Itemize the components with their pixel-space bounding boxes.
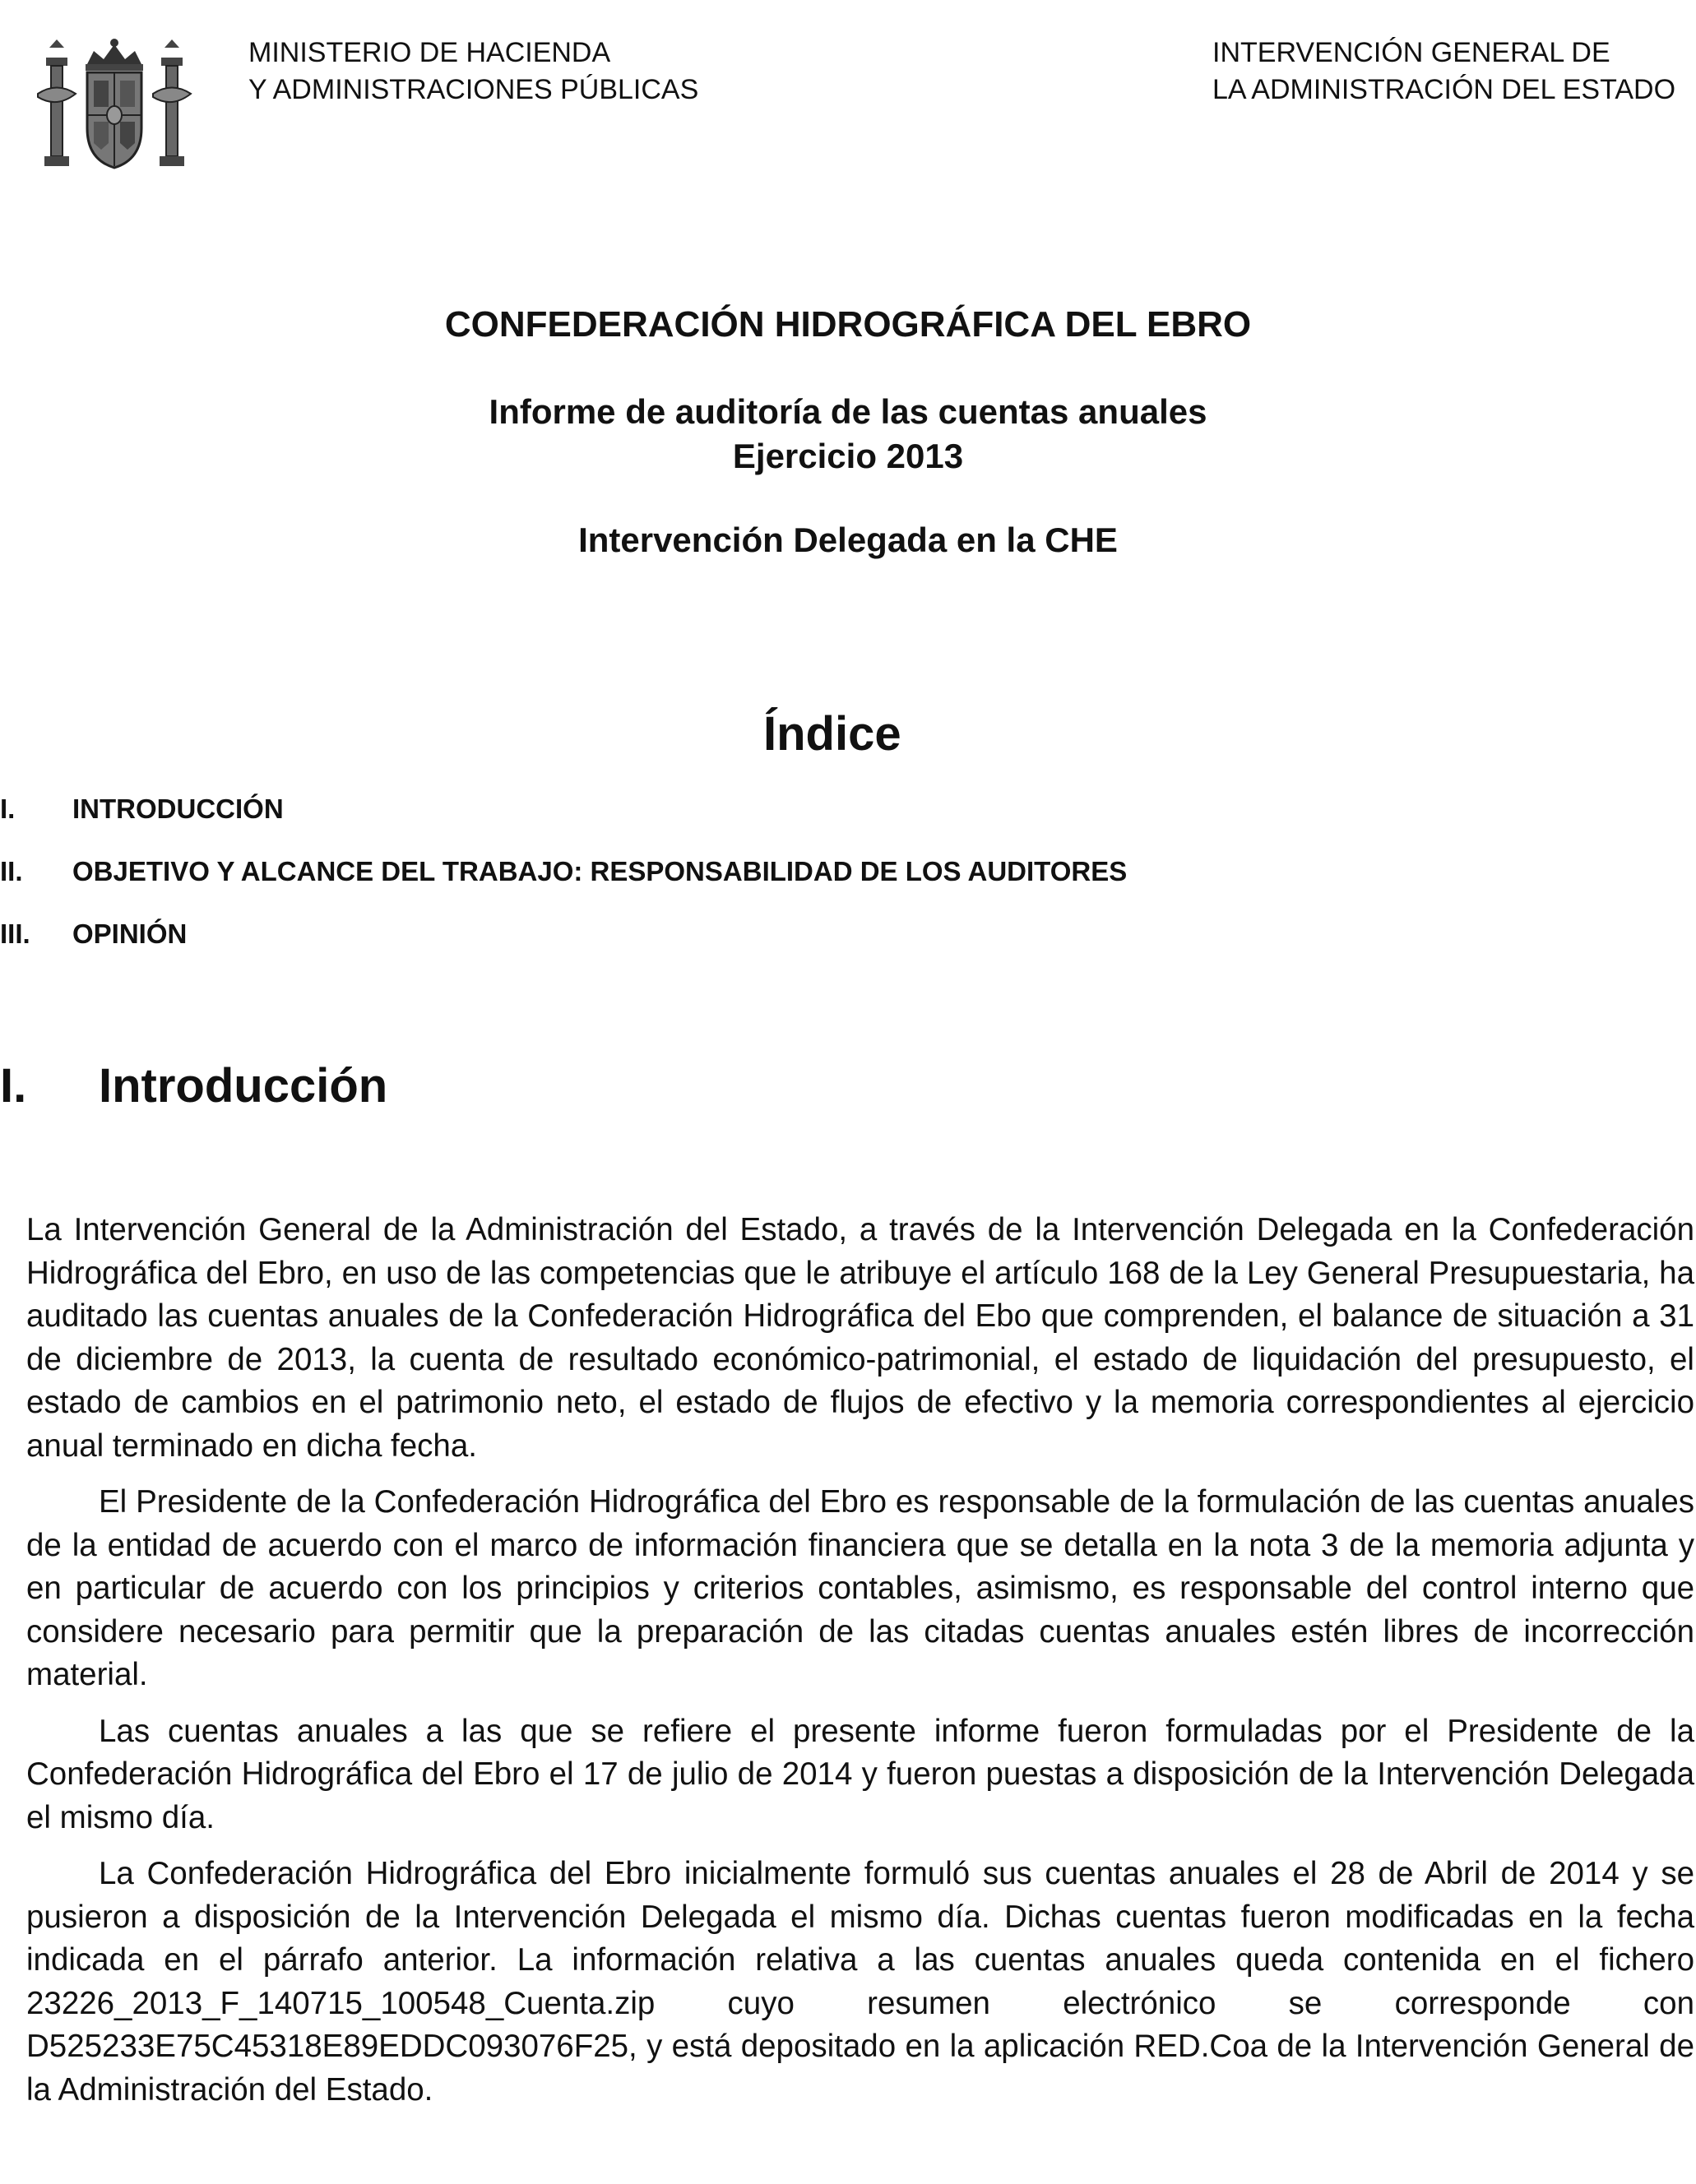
toc-item-number: III.: [0, 918, 30, 949]
toc-item-number: II.: [0, 856, 23, 886]
section-title: Introducción: [99, 1059, 388, 1113]
ministry-line-2: Y ADMINISTRACIONES PÚBLICAS: [248, 74, 699, 105]
paragraph: La Confederación Hidrográfica del Ebro inicialmente formuló sus cuentas anuales el 28 de Abril de 2014 y se pusieron a disposición de la Intervención Delegada el mismo día. Dichas cuentas fueron modificadas en la fecha indicada en el párrafo anterior. La información relativa a las cuentas anuales queda contenida en el fichero 23226_2013_F_140715_100548_Cuenta.zip cuyo resumen electrónico se corresponde con D525233E75C45318E89EDDC093076F25, y está depositado en la aplicación RED.Coa de la Intervención General de la Administración del Estado.: [26, 1856, 1694, 2108]
ministry-header: [248, 35, 698, 109]
toc-item-label: OBJETIVO Y ALCANCE DEL TRABAJO: RESPONSABILIDAD DE LOS AUDITORES: [72, 856, 1128, 886]
office-line-2: LA ADMINISTRACIÓN DEL ESTADO: [1212, 74, 1676, 105]
index-heading: Índice: [763, 707, 901, 761]
office-subtitle: Intervención Delegada en la CHE: [578, 521, 1118, 559]
paragraph: La Intervención General de la Administración del Estado, a través de la Intervención Delegada en la Confederación Hidrográfica del Ebro, en uso de las competencias que le atribuye el artículo 168 de la Ley General Presupuestaria, ha auditado las cuentas anuales de la Confederación Hidrográfica del Ebo que comprenden, el balance de situación a 31 de diciembre de 2013, la cuenta de resultado económico-patrimonial, el estado de liquidación del presupuesto, el estado de cambios en el patrimonio neto, el estado de flujos de efectivo y la memoria correspondientes al ejercicio anual terminado en dicha fecha.: [26, 1212, 1694, 1464]
section-number: I.: [0, 1059, 27, 1113]
report-title-line-2: Ejercicio 2013: [732, 437, 964, 475]
toc-item-label: INTRODUCCIÓN: [72, 794, 284, 824]
office-header: [1212, 35, 1675, 109]
section-body: [26, 1209, 1694, 2125]
paragraph: Las cuentas anuales a las que se refiere el presente informe fueron formuladas por el Presidente de la Confederación Hidrográfica del Ebro el 17 de julio de 2014 y fueron puestas a disposición de la Intervención Delegada el mismo día.: [26, 1713, 1694, 1835]
coat-of-arms-icon: [28, 36, 201, 176]
toc-item-number: I.: [0, 794, 16, 824]
toc-item-label: OPINIÓN: [72, 918, 188, 949]
report-title: [0, 390, 1696, 479]
ministry-line-1: MINISTERIO DE HACIENDA: [248, 37, 611, 68]
report-title-line-1: Informe de auditoría de las cuentas anuales: [489, 392, 1207, 431]
paragraph: El Presidente de la Confederación Hidrográfica del Ebro es responsable de la formulación de las cuentas anuales de la entidad de acuerdo con el marco de información financiera que se detalla en la nota 3 de la memoria adjunta y en particular de acuerdo con los principios y criterios contables, asimismo, es responsable del control interno que considere necesario para permitir que la preparación de las citadas cuentas anuales estén libres de incorrección material.: [26, 1484, 1694, 1692]
entity-title: CONFEDERACIÓN HIDROGRÁFICA DEL EBRO: [444, 304, 1252, 345]
office-line-1: INTERVENCIÓN GENERAL DE: [1212, 37, 1610, 68]
